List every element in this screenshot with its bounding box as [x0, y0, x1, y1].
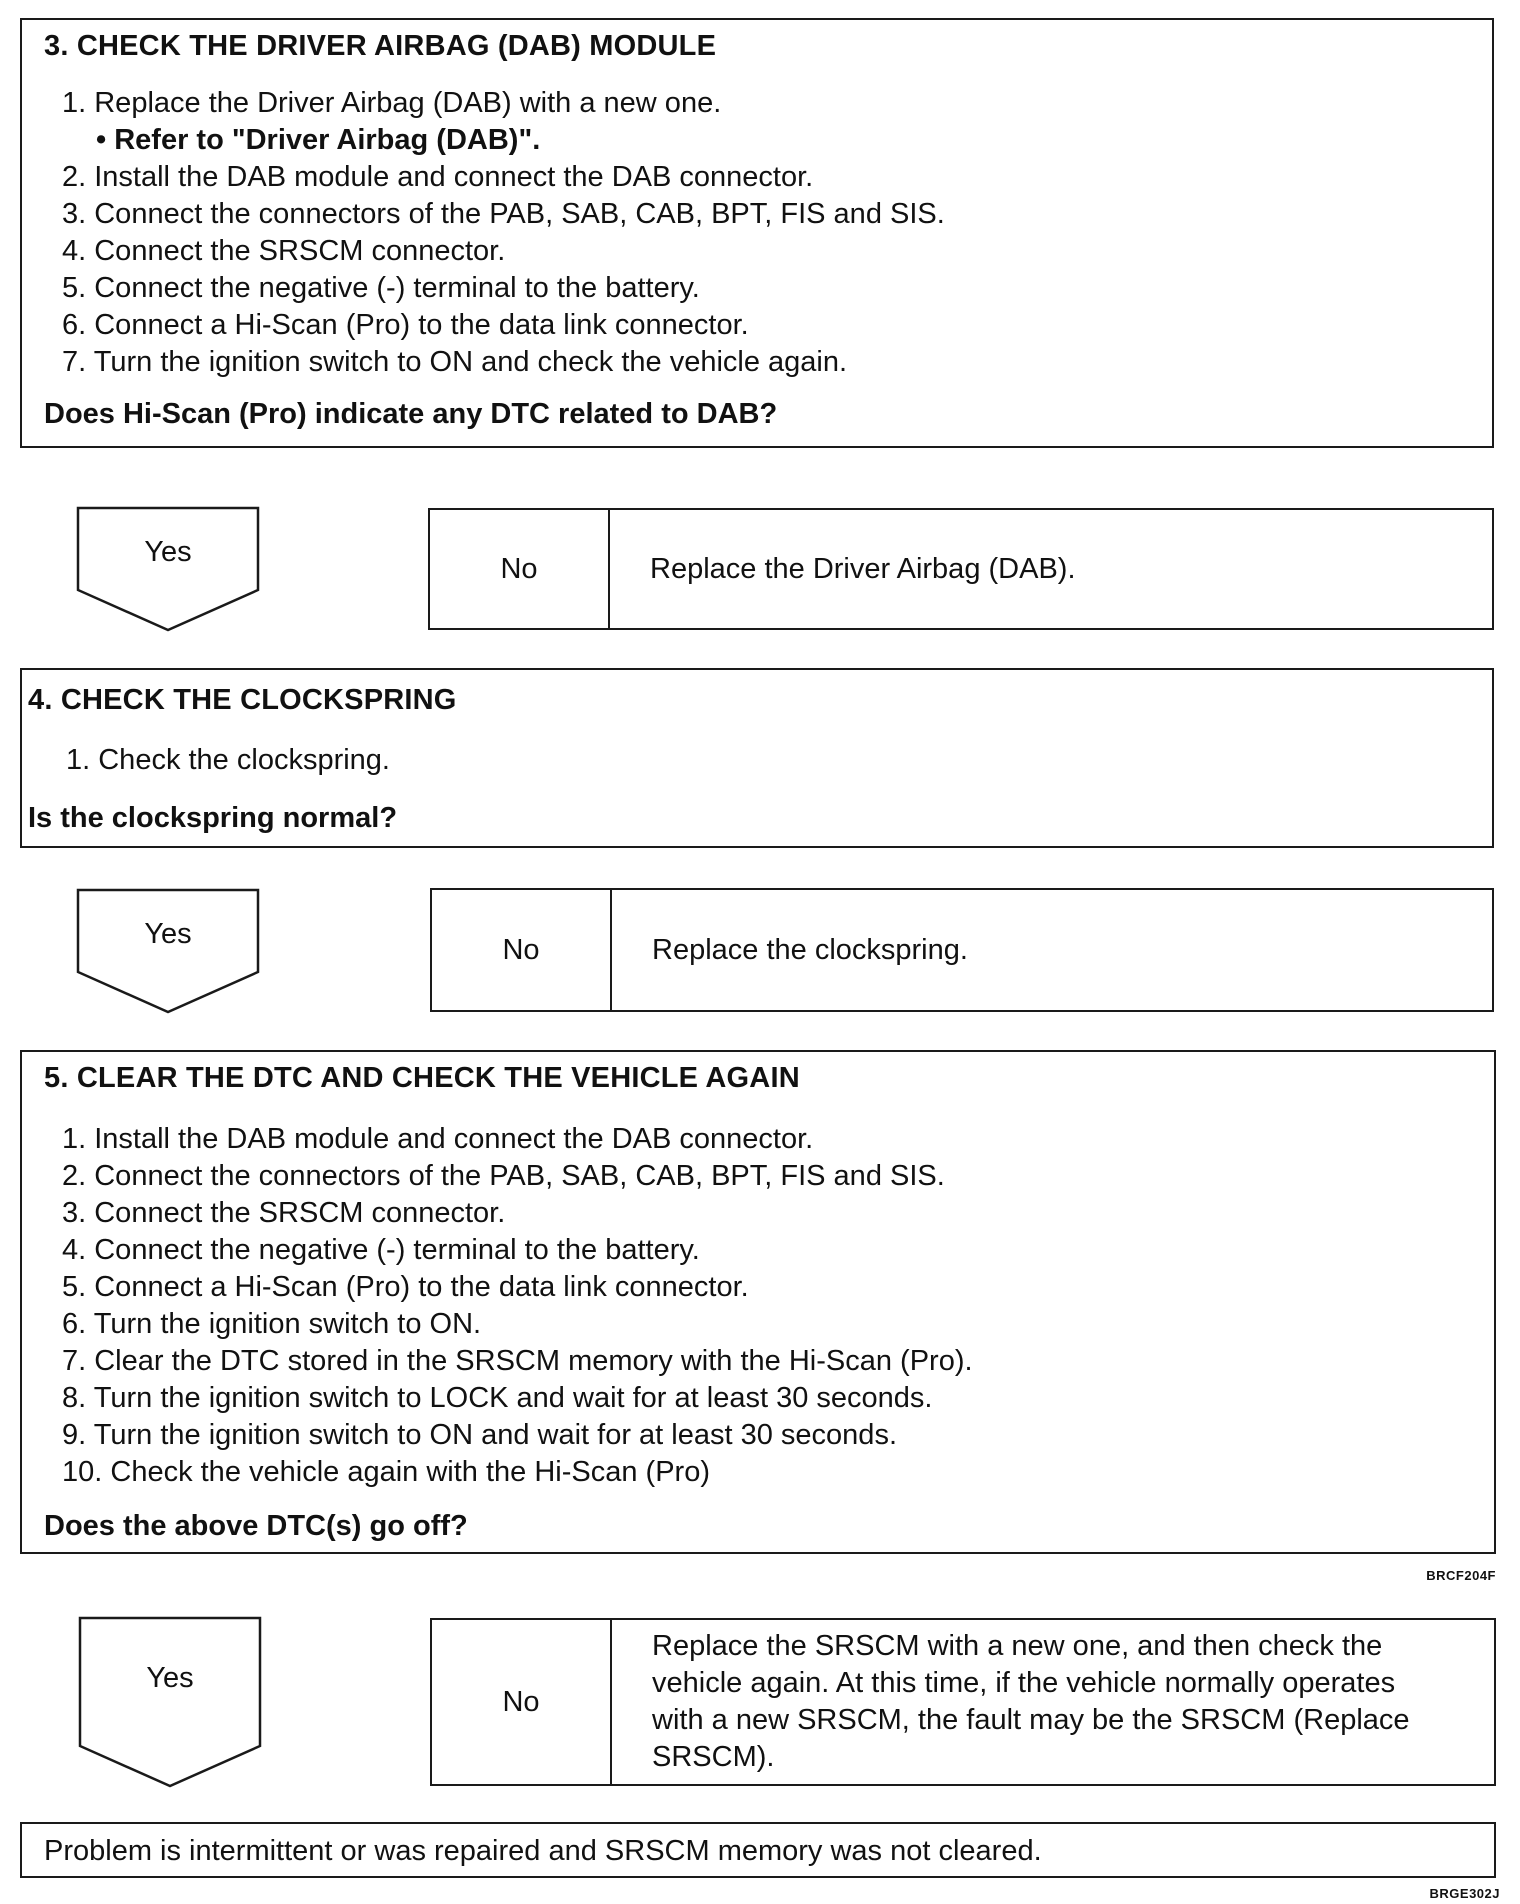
final-result-text: Problem is intermittent or was repaired and SRSCM memory was not cleared.: [44, 1835, 1042, 1867]
step5-item-3: 3. Connect the SRSCM connector.: [62, 1197, 506, 1229]
final-result-box: [20, 1822, 1496, 1878]
step3-question: Does Hi-Scan (Pro) indicate any DTC related to DAB?: [44, 398, 778, 430]
step5-no-action-line-2: vehicle again. At this time, if the vehicle normally operates: [652, 1667, 1396, 1699]
step5-item-1: 1. Install the DAB module and connect the DAB connector.: [62, 1123, 814, 1155]
down-arrow-icon: [78, 1616, 262, 1788]
step5-no-action: [610, 1620, 1494, 1784]
step5-item-6: 6. Turn the ignition switch to ON.: [62, 1308, 482, 1340]
step4-no-label: No: [432, 890, 612, 1010]
down-arrow-icon: [76, 888, 260, 1014]
step3-item-5: 5. Connect the negative (-) terminal to the battery.: [62, 272, 700, 304]
step3-item-1: 1. Replace the Driver Airbag (DAB) with a new one.: [62, 87, 722, 119]
step4-yes-arrow: [76, 888, 260, 1014]
step4-no-action: Replace the clockspring.: [652, 933, 968, 966]
step5-item-9: 9. Turn the ignition switch to ON and wait for at least 30 seconds.: [62, 1419, 897, 1451]
step3-box: [20, 18, 1494, 448]
step5-item-7: 7. Clear the DTC stored in the SRSCM memory with the Hi-Scan (Pro).: [62, 1345, 973, 1377]
step3-item-ref: • Refer to "Driver Airbag (DAB)".: [96, 124, 541, 156]
step3-item-6: 6. Connect a Hi-Scan (Pro) to the data link connector.: [62, 309, 749, 341]
figure-code-step5: BRCF204F: [1426, 1568, 1496, 1583]
step3-no-label: No: [430, 510, 610, 628]
step4-yes-label: Yes: [144, 918, 192, 950]
step5-no-action-line-3: with a new SRSCM, the fault may be the SRSCM (Replace: [652, 1704, 1410, 1736]
figure-code-final: BRGE302J: [1429, 1886, 1500, 1901]
step3-item-3: 3. Connect the connectors of the PAB, SAB, CAB, BPT, FIS and SIS.: [62, 198, 945, 230]
step5-item-5: 5. Connect a Hi-Scan (Pro) to the data link connector.: [62, 1271, 749, 1303]
step4-question: Is the clockspring normal?: [28, 802, 398, 834]
step5-no-label: No: [432, 1620, 612, 1784]
step5-yes-label: Yes: [146, 1662, 194, 1694]
step5-yes-arrow: [78, 1616, 262, 1788]
step3-no-box: [428, 508, 1494, 630]
step5-item-2: 2. Connect the connectors of the PAB, SAB, CAB, BPT, FIS and SIS.: [62, 1160, 945, 1192]
step3-no-action: Replace the Driver Airbag (DAB).: [650, 552, 1076, 585]
step3-item-7: 7. Turn the ignition switch to ON and check the vehicle again.: [62, 346, 848, 378]
step5-no-action-line-4: SRSCM).: [652, 1741, 775, 1773]
step3-title: 3. CHECK THE DRIVER AIRBAG (DAB) MODULE: [44, 30, 717, 62]
step4-box: [20, 668, 1494, 848]
step5-box: [20, 1050, 1496, 1554]
step3-yes-arrow: [76, 506, 260, 632]
step3-item-2: 2. Install the DAB module and connect the DAB connector.: [62, 161, 814, 193]
step4-title: 4. CHECK THE CLOCKSPRING: [28, 684, 457, 716]
step3-item-4: 4. Connect the SRSCM connector.: [62, 235, 506, 267]
down-arrow-icon: [76, 506, 260, 632]
step5-item-4: 4. Connect the negative (-) terminal to the battery.: [62, 1234, 700, 1266]
step5-title: 5. CLEAR THE DTC AND CHECK THE VEHICLE AGAIN: [44, 1062, 800, 1094]
step4-item-1: 1. Check the clockspring.: [66, 744, 390, 776]
step5-question: Does the above DTC(s) go off?: [44, 1510, 468, 1542]
step3-yes-label: Yes: [144, 536, 192, 568]
step5-item-8: 8. Turn the ignition switch to LOCK and wait for at least 30 seconds.: [62, 1382, 933, 1414]
step5-item-10: 10. Check the vehicle again with the Hi-Scan (Pro): [62, 1456, 710, 1488]
step5-no-box: [430, 1618, 1496, 1786]
step4-no-box: [430, 888, 1494, 1012]
step5-no-action-line-1: Replace the SRSCM with a new one, and then check the: [652, 1630, 1383, 1662]
